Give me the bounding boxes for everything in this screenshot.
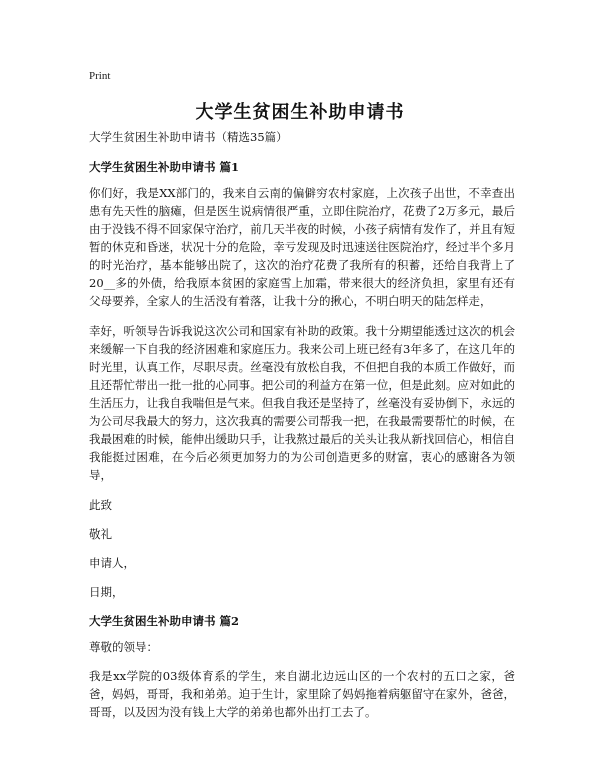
applicant-line: 申请人， bbox=[89, 556, 135, 570]
print-link[interactable]: Print bbox=[89, 70, 111, 82]
paragraph: 我是xx学院的03级体育系的学生，来自湖北边远山区的一个农村的五口之家，爸爸，妈妈，哥哥，我和弟弟。迫于生计，家里除了妈妈拖着病躯留守在家外，爸爸，哥哥，以及因为没有钱上大学的弟弟也都外出打工去了。 bbox=[89, 669, 515, 719]
section-heading: 大学生贫困生补助申请书 篇1 bbox=[89, 160, 240, 174]
date-line: 日期， bbox=[89, 585, 124, 599]
section-heading: 大学生贫困生补助申请书 篇2 bbox=[89, 614, 240, 628]
closing-line: 敬礼 bbox=[89, 527, 112, 541]
page-title: 大学生贫困生补助申请书 bbox=[195, 102, 405, 123]
document-body bbox=[89, 128, 515, 733]
salutation: 尊敬的领导： bbox=[89, 640, 158, 654]
paragraph: 你们好，我是XX部门的，我来自云南的偏僻穷农村家庭，上次孩子出世，不幸查出患有先天性的脑瘫，但是医生说病情很严重，立即住院治疗，花费了2万多元，最后由于没钱不得不回家保守治疗，前几天半夜的时候，小孩子病情有发作了，并且有短暂的休克和昏迷，状况十分的危险，幸亏发现及时迅速送往医院治疗，经过半个多月的时光治疗，基本能够出院了，这次的治疗花费了我所有的积蓄，还给自我背上了20__多的外债，给我原本贫困的家庭雪上加霜，带来很大的经济负担，家里有还有父母要养，全家人的生活没有着落，让我十分的揪心，不明白明天的陆怎样走， bbox=[89, 186, 515, 308]
closing-line: 此致 bbox=[89, 498, 112, 512]
paragraph: 幸好，听领导告诉我说这次公司和国家有补助的政策。我十分期望能透过这次的机会来缓解一下自我的经济困难和家庭压力。我来公司上班已经有3年多了，在这几年的时光里，认真工作，尽职尽责。丝毫没有放松自我，不但把自我的本质工作做好，而且还帮忙带出一批一批的心同事。把公司的利益方在第一位，但是此刻。应对如此的生活压力，让我自我喘但是气来。但我自我还是坚持了，丝毫没有妥协倒下，永远的为公司尽我最大的努力，这次我真的需要公司帮我一把，在我最需要帮忙的时候，在我最困难的时候，能伸出缓助只手，让我熬过最后的关头让我从新找回信心，相信自我能挺过困难，在今后必须更加努力的为公司创造更多的财富，衷心的感谢各为领导， bbox=[89, 324, 515, 482]
document-subtitle: 大学生贫困生补助申请书（精选35篇） bbox=[89, 130, 288, 144]
